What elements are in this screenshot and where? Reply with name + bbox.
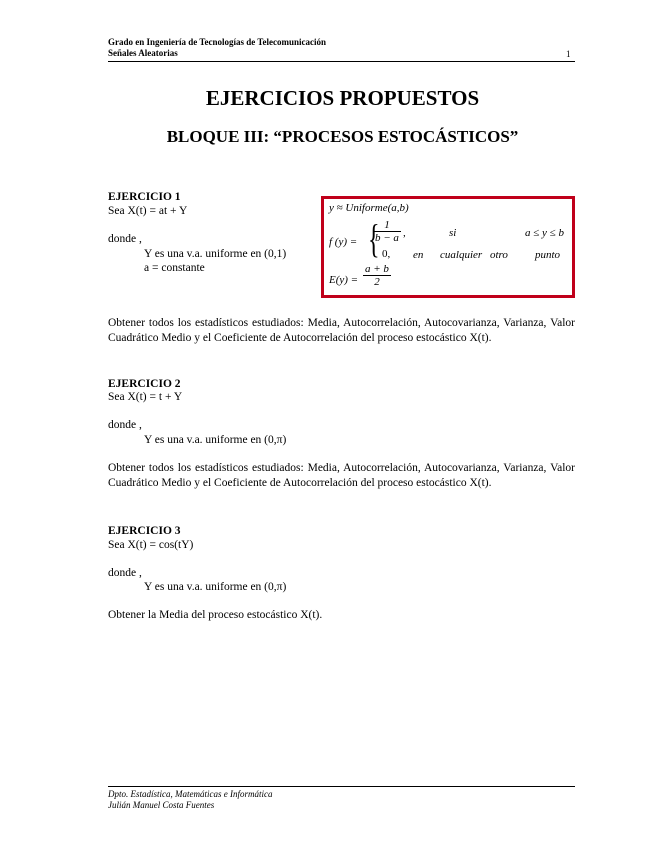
exercise-3-title: EJERCICIO 3: [108, 525, 181, 537]
footer-rule: [108, 786, 575, 787]
exercise-1-definition: Sea X(t) = at + Y: [108, 205, 188, 217]
page-title: EJERCICIOS PROPUESTOS: [205, 86, 480, 110]
pdf-comma: ,: [403, 227, 406, 239]
exercise-2-definition: Sea X(t) = t + Y: [108, 391, 183, 403]
exercise-2-donde: donde ,: [108, 419, 142, 431]
uniform-definition: y ≈ Uniforme(a,b): [329, 202, 409, 214]
exercise-1-condition-2: a = constante: [144, 262, 205, 274]
case-condition: a ≤ y ≤ b: [525, 227, 564, 239]
header-subject: Señales Aleatorias: [108, 48, 178, 58]
case-si: si: [449, 227, 457, 239]
expectation-denominator: 2: [363, 275, 391, 288]
header-course: Grado en Ingeniería de Tecnologías de Telecomunicación: [108, 37, 327, 47]
case-cualquier: cualquier: [440, 249, 483, 261]
footer-department: Dpto. Estadística, Matemáticas e Informática: [108, 789, 273, 799]
expectation-fraction: [363, 263, 391, 288]
exercise-2-task: Obtener todos los estadísticos estudiados: Media, Autocorrelación, Autocovarianza, Varianza, Valor Cuadrático Medio y el Coeficiente de Autocorrelación del proceso estocástico X(t).: [108, 462, 575, 489]
exercise-3-definition: Sea X(t) = cos(tY): [108, 539, 194, 551]
case-zero: 0,: [382, 248, 391, 260]
exercise-1-condition-1: Y es una v.a. uniforme en (0,1): [144, 248, 287, 260]
case-otro: otro: [490, 249, 508, 261]
piecewise-brace: {: [368, 216, 380, 261]
exercise-2-title: EJERCICIO 2: [108, 378, 181, 390]
uniform-distribution-formula-box: [321, 196, 575, 298]
exercise-3-condition-1: Y es una v.a. uniforme en (0,π): [144, 581, 287, 593]
exercise-1-donde: donde ,: [108, 233, 142, 245]
exercise-3-donde: donde ,: [108, 567, 142, 579]
footer-author: Julián Manuel Costa Fuentes: [108, 800, 215, 810]
expectation-label: E(y) =: [329, 274, 359, 286]
exercise-1-task: Obtener todos los estadísticos estudiados: Media, Autocorrelación, Autocovarianza, Varianza, Valor Cuadrático Medio y el Coeficiente de Autocorrelación del proceso estocástico X(t).: [108, 317, 575, 344]
page-number: 1: [566, 49, 571, 59]
header-rule: [108, 61, 575, 62]
pdf-fraction: [373, 219, 401, 244]
exercise-2-condition-1: Y es una v.a. uniforme en (0,π): [144, 434, 287, 446]
pdf-label: f (y) =: [329, 236, 358, 248]
exercise-1-title: EJERCICIO 1: [108, 191, 181, 203]
case-punto: punto: [535, 249, 561, 261]
case-en: en: [413, 249, 424, 261]
pdf-numerator: 1: [384, 219, 390, 231]
expectation-numerator: a + b: [365, 263, 389, 275]
pdf-denominator: b − a: [375, 232, 399, 244]
exercise-3-task: Obtener la Media del proceso estocástico X(t).: [108, 609, 323, 621]
page-subtitle: BLOQUE III: “PROCESOS ESTOCÁSTICOS”: [166, 127, 519, 146]
